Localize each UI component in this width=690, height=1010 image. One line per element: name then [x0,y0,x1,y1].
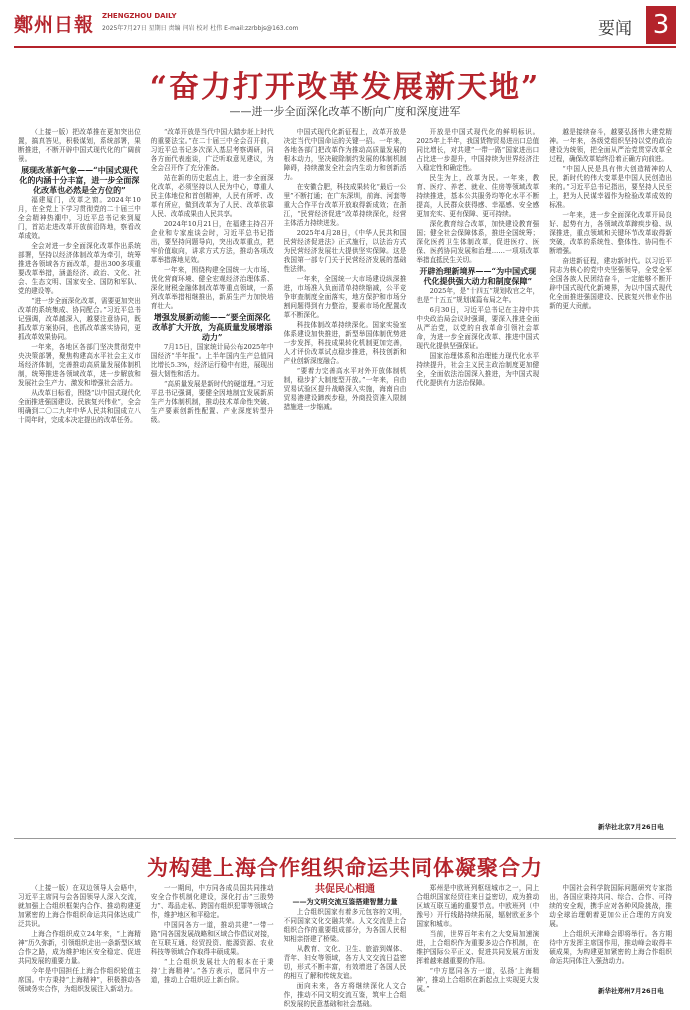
subheading: 开辟治理新境界——“为中国式现代化提供强大动力和制度保障” [419,266,537,286]
paragraph: 深化教育综合改革，加快建设教育强国；健全社会保障体系，推进全国统筹；深化医药卫生体制改革，促进医疗、医保、医药协同发展和治理……一项项改革举措直抵民生关切。 [416,220,540,264]
newspaper-logo: 鄭州日報 [14,14,95,36]
paragraph: “中国人民是具有伟大创造精神的人民，新时代的伟大变革是中国人民创造出来的。”习近平总书记指出，要坚持人民至上，把为人民谋幸福作为检验改革成效的标准。 [549,165,672,209]
paragraph: 一年来，各地区各部门坚决贯彻党中央决策部署，聚焦构建高水平社会主义市场经济体制，完善推动高质量发展体制机制，统筹推进各领域改革，进一步解放和发展社会生产力、激发和增强社会活力。 [18,343,141,387]
paragraph: 中国社会科学院国际问题研究专家指出，各国应秉持共同、综合、合作、可持续的安全观，携手应对各种风险挑战，推动全球治理朝着更加公正合理的方向发展。 [549,884,672,928]
paragraph: 上合组织天津峰会即将举行。各方期待中方发挥主席国作用，推动峰会取得丰硕成果，为构建更加紧密的上海合作组织命运共同体注入强劲动力。 [549,930,672,965]
paragraph: 郑州是中欧班列枢纽城市之一，同上合组织国家经贸往来日益密切，成为推动区域互联互通的重要节点。中欧班列（中豫号）开行线路持续拓展，辐射欧亚多个国家和城市。 [416,884,540,928]
paragraph: 全会对进一步全面深化改革作出系统部署，坚持以经济体制改革为牵引，统筹推进各领域各方面改革，提出300多项重要改革举措，涵盖经济、政治、文化、社会、生态文明、国家安全、国防和军队、党的建设等。 [18,242,141,295]
paragraph: 上海合作组织成立24年来，“上海精神”历久弥新，引领组织走出一条新型区域合作之路，成为维护地区安全稳定、促进共同发展的重要力量。 [18,930,141,965]
paragraph: 越是接续奋斗，越要弘扬伟大建党精神。一年来，各级党组织坚持以党的政治建设为统领，把全面从严治党贯穿改革全过程，确保改革始终沿着正确方向前进。 [549,128,672,163]
paragraph: 今年是中国担任上海合作组织轮值主席国。中方秉持“上海精神”，积极推动各领域务实合作，为组织发展注入新动力。 [18,967,141,993]
paragraph: （上接一版）在双边领导人会晤中，习近平主席同与会各国领导人深入交流，就加强上合组织框架内合作、推动构建更加紧密的上海合作组织命运共同体达成广泛共识。 [18,884,141,928]
article2-column-2 [151,884,274,1010]
article1-credit: 新华社北京7月26日电 [598,823,664,831]
paragraph: 科技体制改革持续深化。国家实验室体系建设加快推进，新型举国体制优势进一步发挥，科技成果转化机制更加完善，人才评价改革试点稳步推进，科技创新和产业创新深度融合。 [283,321,407,365]
paragraph: 面向未来，各方将继续深化人文合作，推动不同文明交流互鉴，筑牢上合组织发展的民意基础和社会基础。 [283,982,407,1008]
paragraph: “中方愿同各方一道，弘扬‘上海精神’，推动上合组织在新起点上实现更大发展。” [416,967,540,993]
paragraph: 从改革目标看，围绕“以中国式现代化全面推进强国建设、民族复兴伟业”，全会明确到二〇二九年中华人民共和国成立八十周年时，完成本决定提出的改革任务。 [18,389,141,424]
paragraph: 一年来，进一步全面深化改革开局良好、起势有力，各领域改革蹄疾步稳、纵深推进，重点领域和关键环节改革取得新突破，改革的系统性、整体性、协同性不断增强。 [549,211,672,255]
paragraph: 当前，世界百年未有之大变局加速演进，上合组织作为重要多边合作机制，在维护国际公平正义、促进共同发展方面发挥着越来越重要的作用。 [416,930,540,965]
paragraph: 6月30日，习近平总书记在主持中共中央政治局会议时强调，要深入推进全面从严治党，以党的自我革命引领社会革命，为进一步全面深化改革、推进中国式现代化提供坚强保证。 [416,306,540,350]
article-divider [14,838,676,839]
article2-column-3 [284,884,407,1010]
publication-english-name: ZHENGZHOU DAILY [102,12,177,20]
paragraph: 2025年，是“十四五”规划收官之年，也是“十五五”规划谋篇布局之年。 [416,287,540,304]
article1-column-3 [284,128,407,820]
paragraph: “要着力完善高水平对外开放体制机制，稳步扩大制度型开放。”一年来，自由贸易试验区提升战略深入实施，海南自由贸易港建设蹄疾步稳，外商投资准入限制措施进一步缩减。 [283,367,407,411]
paragraph: 2024年10月21日，在福建主持召开企业和专家座谈会时，习近平总书记指出，要坚持问题导向，突出改革重点，把牢价值取向，讲求方式方法，推动各项改革举措落地见效。 [150,220,274,264]
paragraph: 开放是中国式现代化的鲜明标识。2025年上半年，我国货物贸易进出口总值同比增长，对共建“一带一路”国家进出口占比进一步提升，中国持续为世界经济注入稳定性和确定性。 [416,128,540,172]
article2-credit: 新华社郑州7月26日电 [598,987,664,995]
article1-column-1 [18,128,141,820]
paragraph: 在安徽合肥，科技成果转化“最后一公里”不断打通；在广东深圳，前海、河套等重大合作平台改革开放取得新成效；在浙江，“民营经济促进”改革持续深化，经营主体活力持续迸发。 [283,183,407,227]
subheading: 共促民心相通 [314,884,375,895]
paragraph: 奋进新征程，建功新时代。以习近平同志为核心的党中央坚强领导，全党全军全国各族人民团结奋斗，一定能够不断开辟中国式现代化新境界，为以中国式现代化全面推进强国建设、民族复兴伟业作出新的更大贡献。 [549,257,672,310]
paragraph: “上合组织发展壮大的根本在于秉持‘上海精神’。”各方表示，愿同中方一道，推动上合组织迈上新台阶。 [150,958,274,984]
paragraph: 一年来，围绕构建全国统一大市场、优化营商环境、健全宏观经济治理体系、深化财税金融体制改革等重点领域，一系列改革举措相继推出，新质生产力加快培育壮大。 [150,266,274,310]
paragraph: 7月15日，国家统计局公布2025年中国经济“半年报”。上半年国内生产总值同比增长5.3%，经济运行稳中有进，展现出强大韧性和活力。 [150,343,274,378]
paragraph: 一一期间，中方同各成员国共同推动安全合作机制化建设，深化打击“三股势力”、毒品走私、跨国有组织犯罪等领域合作，维护地区和平稳定。 [150,884,274,919]
paragraph: （上接一版）把改革推在更加突出位置，搞真答见，积极谋划，系统部署，果断推进，不断开辟中国式现代化的广阔前景。 [18,128,141,163]
article2-headline: 为构建上海合作组织命运共同体凝聚合力 [147,855,543,880]
paragraph: 一年来，全国统一大市场建设纵深推进，市场准入负面清单持续缩减，公平竞争审查制度全面落实，地方保护和市场分割问题得到有力整治，要素市场化配置改革不断深化。 [283,275,407,319]
article2-column-4 [416,884,539,1010]
article1-headline: “奋力打开改革发展新天地” [149,70,541,105]
paragraph: 站在新的历史起点上，进一步全面深化改革，必须坚持以人民为中心，尊重人民主体地位和首创精神，人民有所呼、改革有所应，做到改革为了人民、改革依靠人民、改革成果由人民共享。 [150,174,274,218]
paragraph: 民生为上，改革为民。一年来，教育、医疗、养老、就业、住房等领域改革持续推进，基本公共服务均等化水平不断提高，人民群众获得感、幸福感、安全感更加充实、更有保障、更可持续。 [416,174,540,218]
article1-subtitle: ——进一步全面深化改革不断向广度和深度进军 [229,105,461,118]
paragraph: 2025年4月28日，《中华人民共和国民营经济促进法》正式施行，以法治方式为民营经济发展壮大提供坚实保障。这是我国第一部专门关于民营经济发展的基础性法律。 [283,229,407,273]
paragraph: “改革开放是当代中国大踏步赶上时代的重要法宝。”在二十届三中全会召开前，习近平总书记多次深入基层考察调研，同各方面代表座谈，广泛听取意见建议，为全会召开作了充分准备。 [150,128,274,172]
article1-body [18,128,672,820]
masthead [14,8,676,48]
page-number: 3 [646,6,676,44]
subheading: 增强发展新动能——“要全面深化改革扩大开放，为高质量发展增添动力” [152,312,273,342]
issue-meta: 2025年7月27日 星期日 责编 闫岩 校对 杜伟 E-mail:zzrbbjs@163.com [102,25,299,32]
article1-column-5 [549,128,672,820]
subheading-tagline: ——为文明交流互鉴搭建智慧力量 [292,897,398,906]
article1-columns [18,128,672,820]
paragraph: 福建厦门，改革之窗。2024年10月，在全党上下学习贯彻党的二十届三中全会精神热潮中，习近平总书记来到厦门，首站走进改革开放前沿阵地，察看改革成效。 [18,196,141,240]
paragraph: 上合组织国家有着多元包容的文明，不同国家文化交融共荣。人文交流是上合组织合作的重要组成部分，为各国人民相知相亲搭建了桥梁。 [283,908,407,943]
paragraph: “进一步全面深化改革，需要更加突出改革的系统集成、协同配合。”习近平总书记强调，改革越深入，越要注意协同，既抓改革方案协同，也抓改革落实协同，更抓改革效果协同。 [18,297,141,341]
article2-column-1 [18,884,141,1010]
paragraph: “高质量发展是新时代的硬道理。”习近平总书记强调，要健全因地制宜发展新质生产力体制机制，推动技术革命性突破、生产要素创新性配置、产业深度转型升级。 [150,380,274,424]
paragraph: 从教育、文化、卫生、旅游到媒体、青年、妇女等领域，各方人文交流日益密切，形式不断丰富，有效增进了各国人民的相互了解和传统友谊。 [283,945,407,980]
article1-column-4 [416,128,539,820]
section-name: 要闻 [598,19,632,39]
paragraph: 国家治理体系和治理能力现代化水平持续提升，社会主义民主政治制度更加健全，全面依法治国深入推进，为中国式现代化提供有力法治保障。 [416,352,540,387]
subheading: 展现改革新气象——“中国式现代化的内涵十分丰富，进一步全面深化改革也必然是全方位的” [19,165,140,195]
paragraph: 中国同各方一道，推动共建“一带一路”同各国发展战略和区域合作倡议对接，在互联互通、经贸投资、能源资源、农业科技等领域合作取得丰硕成果。 [150,921,274,956]
paragraph: 中国式现代化新征程上，改革开放是决定当代中国命运的关键一招。一年来，各地各部门把改革作为推动高质量发展的根本动力，坚决破除制约发展的体制机制障碍，持续激发全社会内生动力和创新活力。 [283,128,407,181]
article1-column-2 [151,128,274,820]
